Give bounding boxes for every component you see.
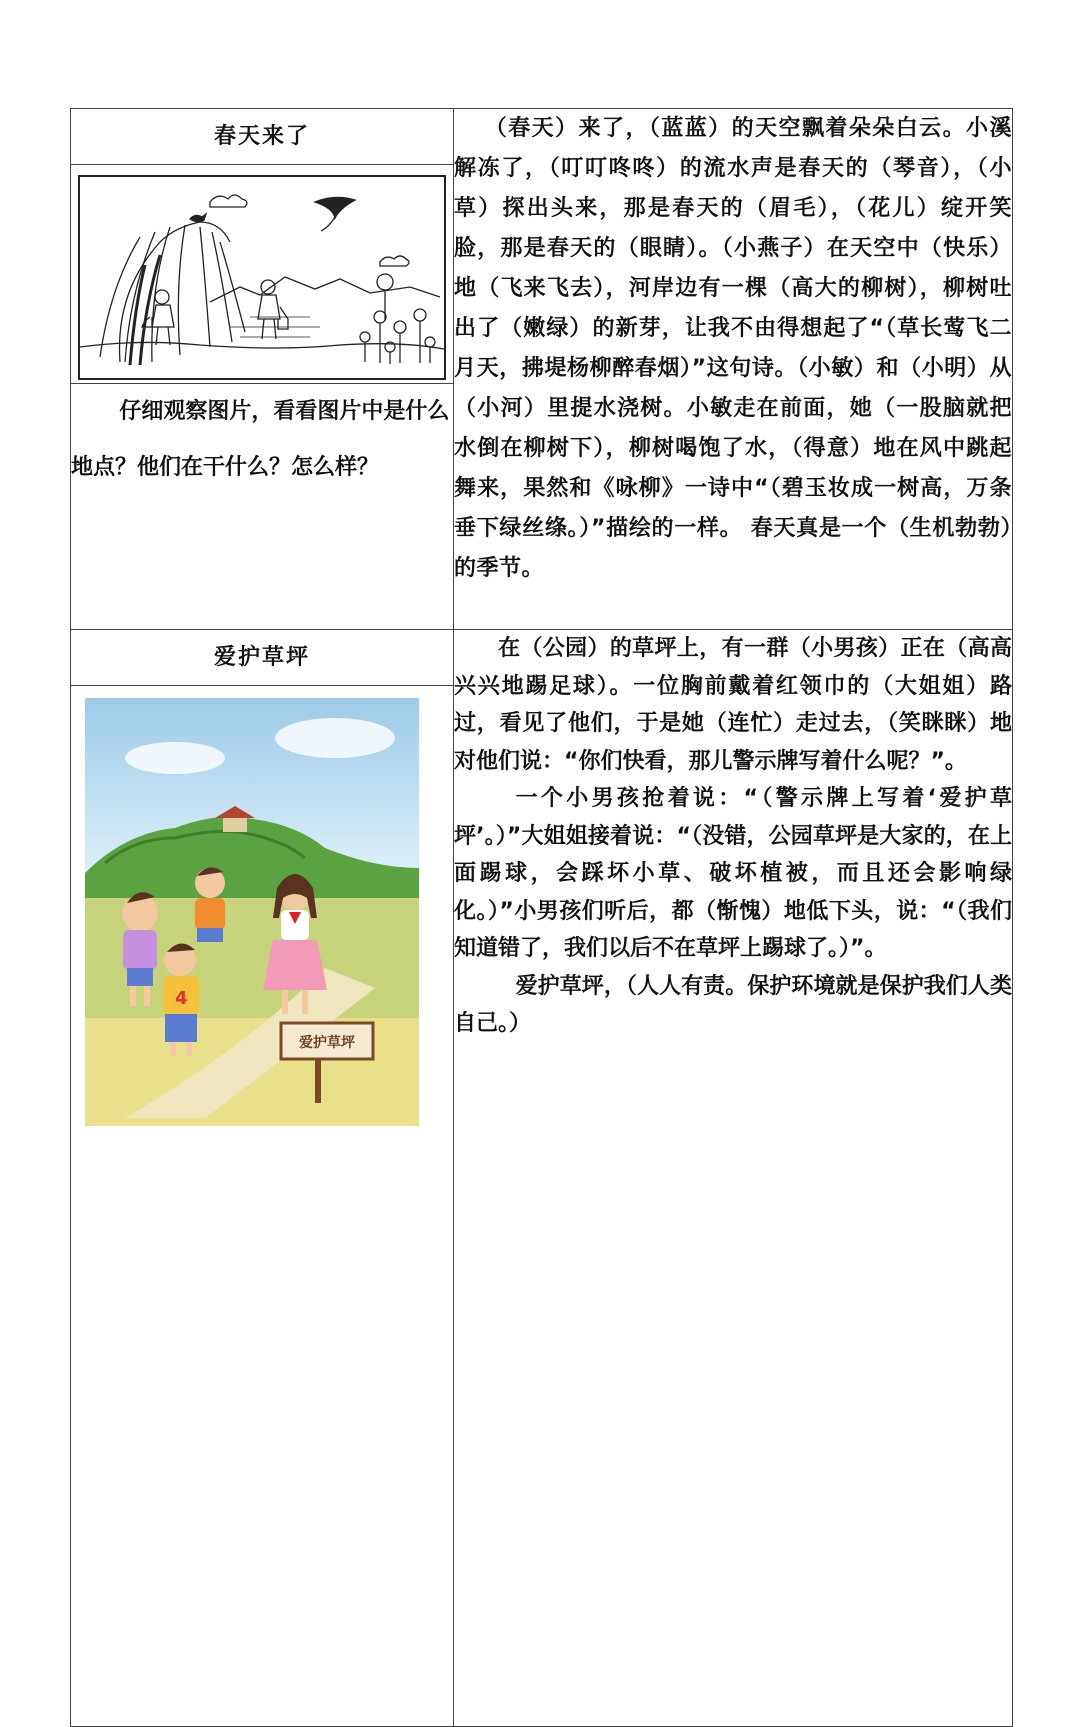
section2-paragraph-3: 爱护草坪，（人人有责。保护环境就是保护我们人类自己。） [454,973,1012,1036]
section1-passage [454,109,1013,630]
flower-icon [360,274,435,364]
section1-question-cell [71,384,454,630]
section1-image-cell [71,165,454,384]
section2-paragraph-1: 在（公园）的草坪上，有一群（小男孩）正在（高高兴兴地踢足球）。一位胸前戴着红领巾的（大姐姐）路过，看见了他们，于是她（连忙）走过去，（笑眯眯）地对他们说：“你们快看，那儿警示牌写着什么呢？”。 [454,636,1012,774]
section2-image-cell [71,686,454,1727]
section2-passage [454,630,1013,1727]
swallow-icon [315,197,355,218]
section1-passage-text: （春天）来了，（蓝蓝）的天空飘着朵朵白云。小溪解冻了，（叮叮咚咚）的流水声是春天的（琴音），（小草）探出头来，那是春天的（眉毛），（花儿）绽开笑脸，那是春天的（眼睛）。（小燕子）在天空中（快乐）地（飞来飞去），河岸边有一棵（高大的柳树），柳树吐出了（嫩绿）的新芽，让我不由得想起了“（草长莺飞二月天，拂堤杨柳醉春烟）”这句诗。（小敏）和（小明）从（小河）里提水浇树。小敏走在前面，她（一股脑就把水倒在柳树下），柳树喝饱了水，（得意）地在风中跳起舞来，果然和《咏柳》一诗中“（碧玉妆成一树高，万条垂下绿丝绦。）”描绘的一样。 春天真是一个（生机勃勃）的季节。 [454,116,1012,581]
section1-title: 春天来了 [71,109,454,165]
boy-3-figure [163,943,199,1056]
worksheet-table [70,108,1013,1727]
lawn-illustration [85,698,419,1126]
section2-paragraph-2: 一个小男孩抢着说：“（警示牌上写着‘爱护草坪’。）”大姐姐接着说：“（没错，公园草坪是大家的，在上面踢球，会踩坏小草、破坏植被，而且还会影响绿化。）”小男孩们听后，都（惭愧）地低下头，说：“（我们知道错了，我们以后不在草坪上踢球了。）”。 [454,786,1012,961]
cloud-icon [210,195,247,207]
section1-question: 仔细观察图片，看看图片中是什么地点？他们在干什么？怎么样？ [71,399,450,480]
boy-2-figure [195,867,225,942]
spring-illustration [78,175,446,380]
spring-scene-image [80,177,444,378]
lawn-scene-image [85,698,419,1126]
shirt-number: 4 [175,988,188,1009]
sign-text: 爱护草坪 [299,1035,355,1051]
section2-title: 爱护草坪 [71,630,454,686]
cloud-icon [380,256,409,266]
